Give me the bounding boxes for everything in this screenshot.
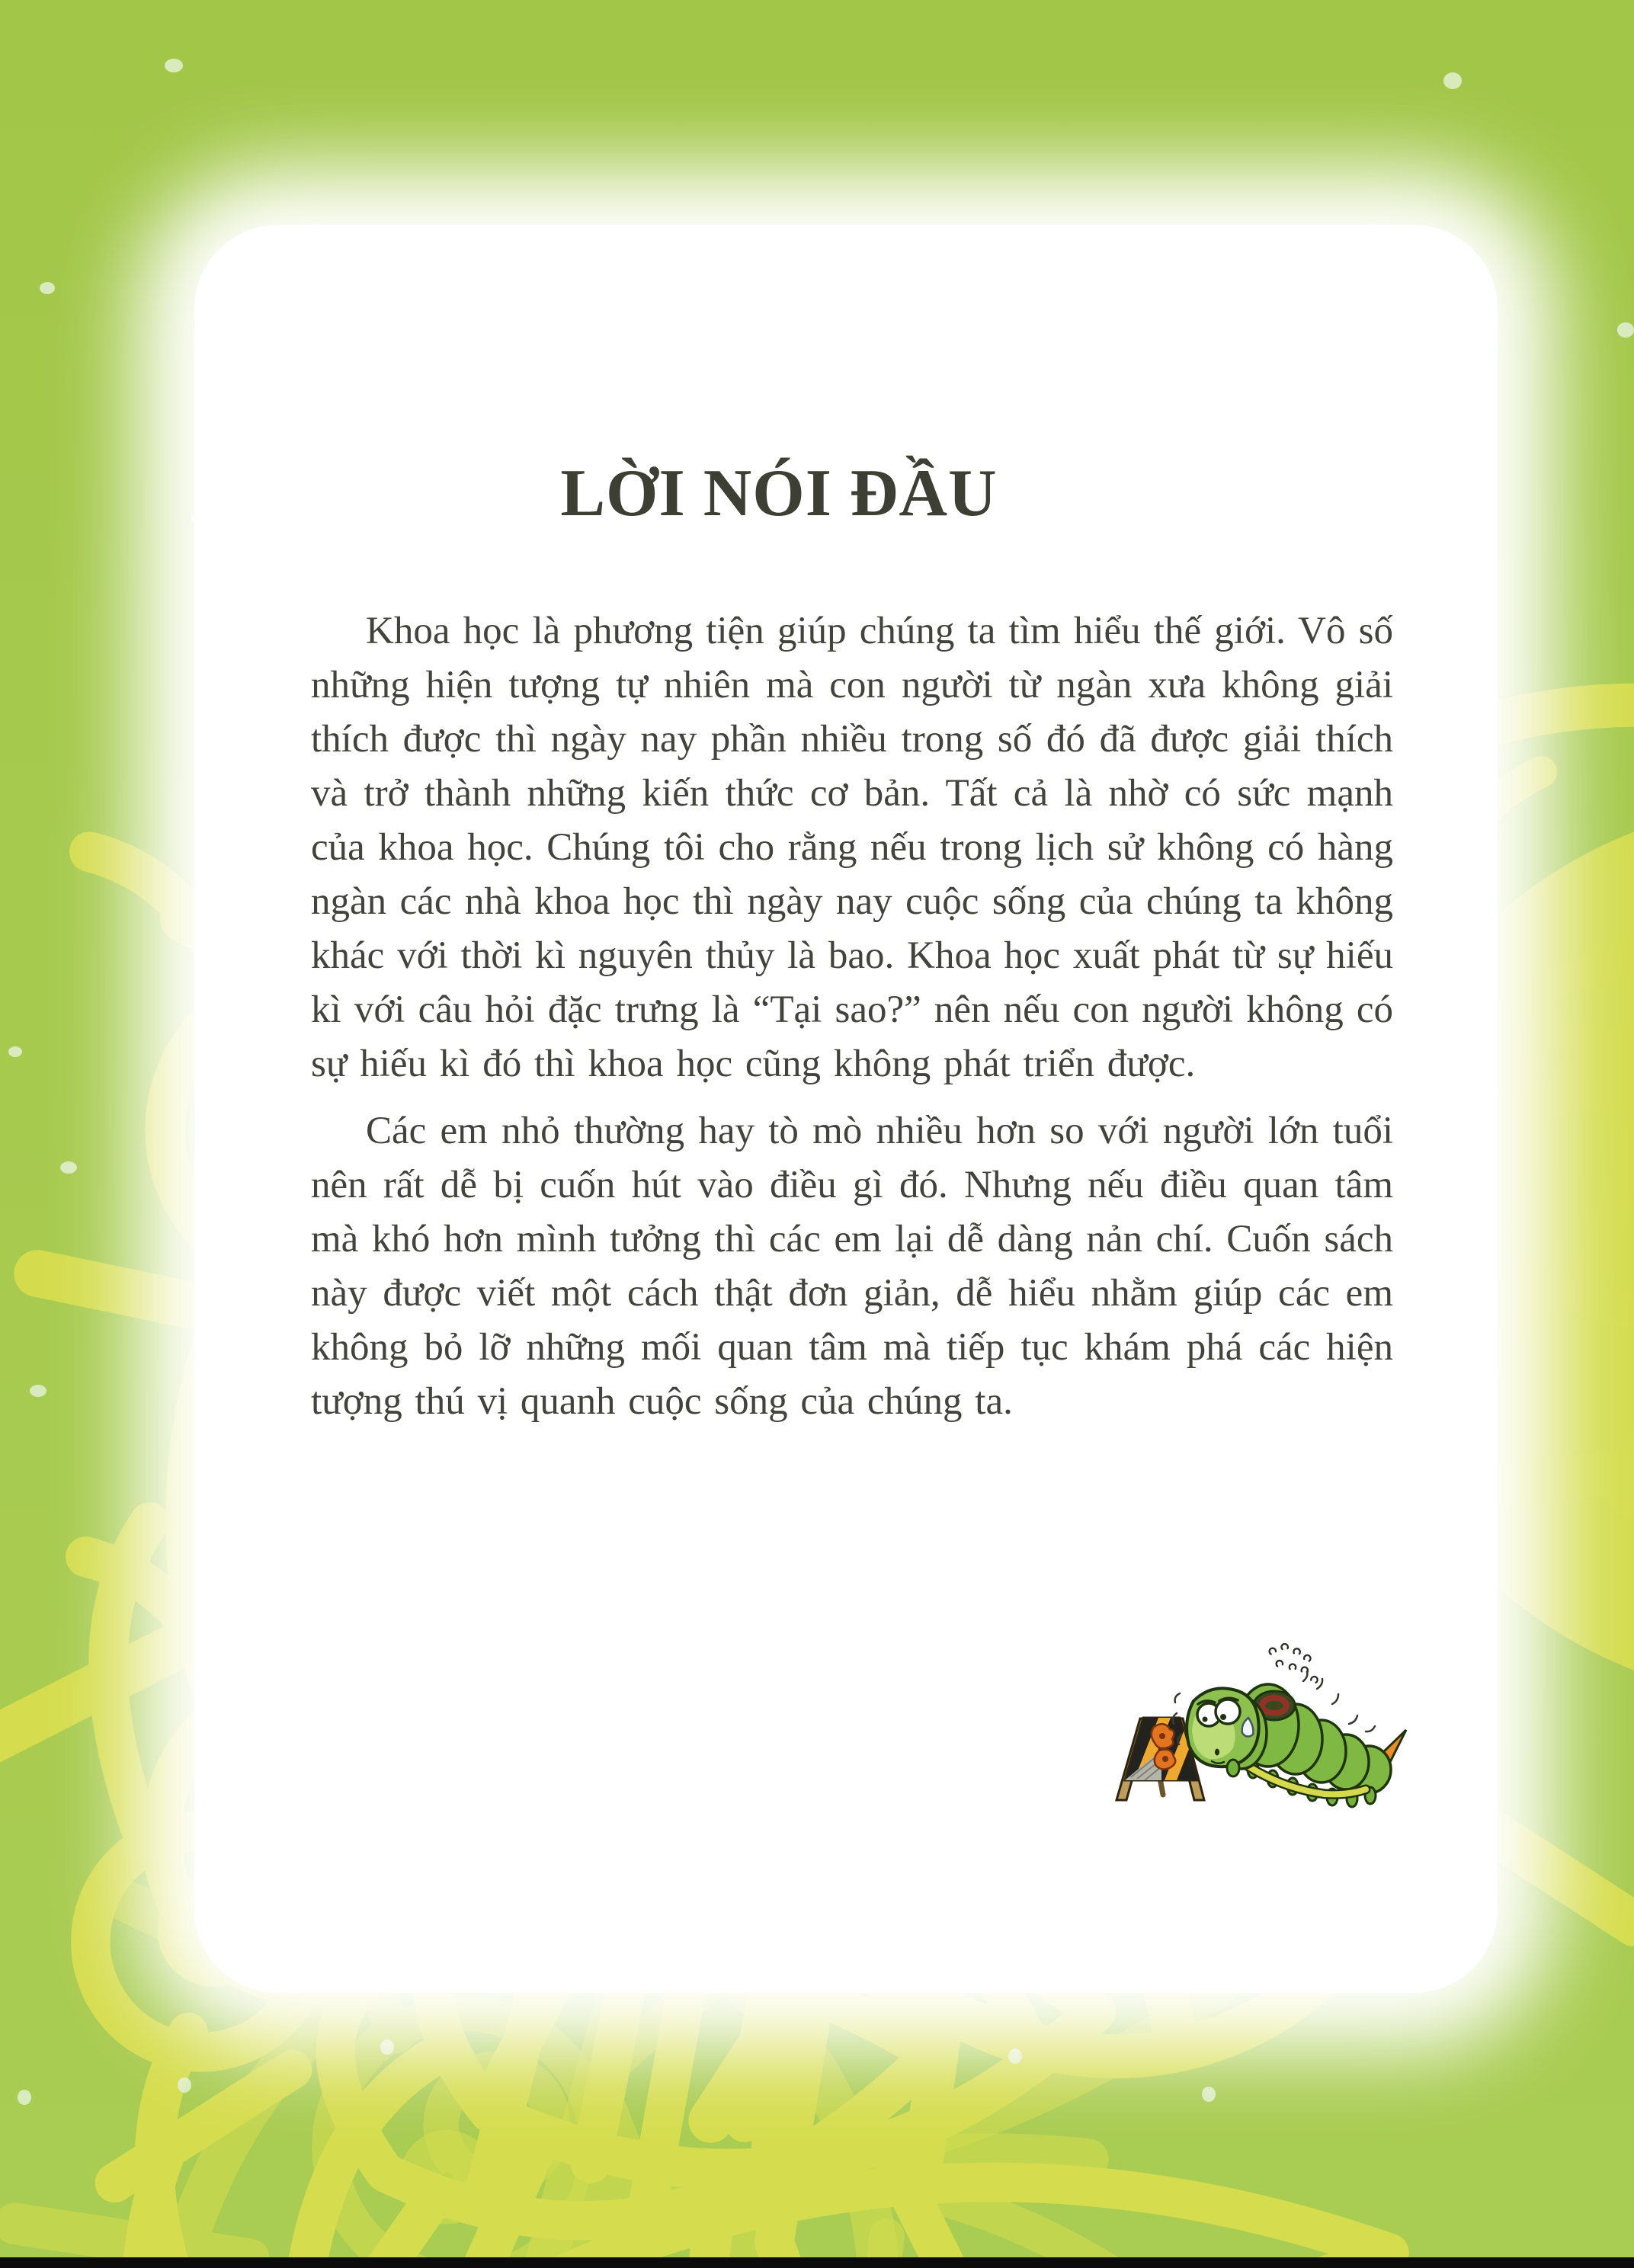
caterpillar-eyes-icon xyxy=(1197,1699,1240,1726)
foreword-paragraph-2: Các em nhỏ thường hay tò mò nhiều hơn so với người lớn tuổi nên rất dễ bị cuốn hút vào điều gì đó. Nhưng nếu điều quan tâm mà khó hơn mình tưởng thì các em lại dễ dàng nản chí. Cuốn sách này được viết một cách thật đơn giản, dễ hiểu nhằm giúp các em không bỏ lỡ những mối quan tâm mà tiếp tục khám phá các hiện tượng thú vị quanh cuộc sống của chúng ta. xyxy=(311,1109,1393,1423)
foreword-paragraph-1: Khoa học là phương tiện giúp chúng ta tìm hiểu thế giới. Vô số những hiện tượng tự nhiên mà con người từ ngàn xưa không giải thích được thì ngày nay phần nhiều trong số đó đã được giải thích và trở thành những kiến thức cơ bản. Tất cả là nhờ có sức mạnh của khoa học. Chúng tôi cho rằng nếu trong lịch sử không có hàng ngàn các nhà khoa học thì ngày nay cuộc sống của chúng ta không khác với thời kì nguyên thủy là bao. Khoa học xuất phát từ sự hiếu kì với câu hỏi đặc trưng là “Tại sao?” nên nếu con người không có sự hiếu kì đó thì khoa học cũng không phát triển được. xyxy=(311,609,1393,1085)
sweat-drops-icon xyxy=(1268,1644,1318,1683)
scan-bottom-edge xyxy=(0,2257,1634,2268)
caterpillar-illustration xyxy=(1104,1639,1408,1829)
page-title: LỜI NÓI ĐẦU xyxy=(560,456,998,530)
foreword-content xyxy=(311,457,1393,1429)
caterpillar-icon xyxy=(1173,1644,1406,1807)
